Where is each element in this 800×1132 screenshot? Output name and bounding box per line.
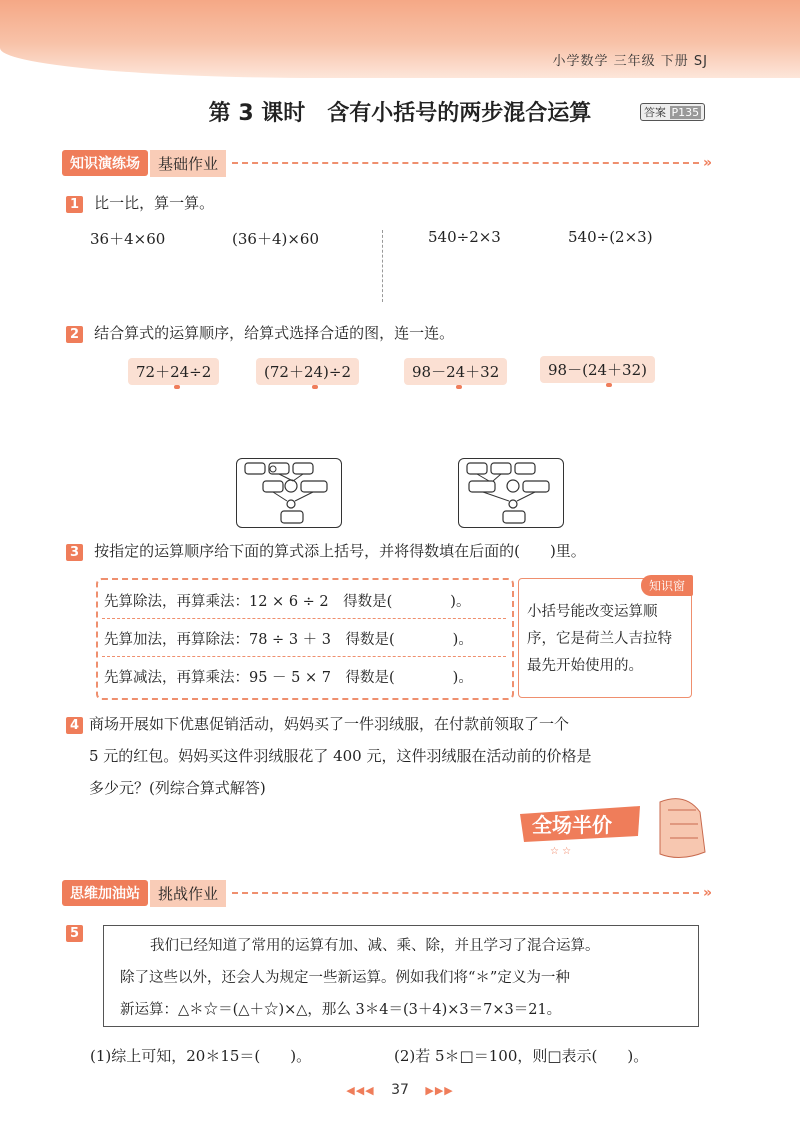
edition-label: SJ: [693, 54, 708, 69]
sale-banner: [510, 792, 710, 862]
result-blank[interactable]: 得数是( )。: [345, 670, 473, 686]
connect-dot[interactable]: [606, 383, 612, 387]
page-number: 37: [391, 1082, 409, 1098]
definition-line: 除了这些以外，还会人为规定一些新运算。例如我们将“＊”定义为一种: [120, 970, 570, 986]
question-line: 5 元的红包。妈妈买这件羽绒服花了 400 元，这件羽绒服在活动前的价格是: [89, 747, 592, 765]
question-number: 1: [66, 196, 83, 213]
subject-label: 小学数学: [552, 54, 609, 69]
connect-dot[interactable]: [312, 385, 318, 389]
rule-text: 先算加法，再算除法：: [104, 632, 249, 648]
question-line: 多少元？(列综合算式解答): [89, 779, 266, 797]
double-arrow-icon: »: [702, 155, 712, 171]
rule-expr[interactable]: 78 ÷ 3 ＋ 3: [249, 632, 331, 648]
left-arrows-icon: ◀◀◀: [346, 1084, 375, 1097]
q5-definition-box: [103, 925, 699, 1027]
rule-text: 先算除法，再算乘法：: [104, 594, 249, 610]
question-text: 结合算式的运算顺序，给算式选择合适的图，连一连。: [94, 324, 455, 342]
section-sub: 挑战作业: [150, 880, 226, 907]
definition-line: 新运算：△＊☆＝(△＋☆)×△，那么 3＊4＝(3＋4)×3＝7×3＝21。: [120, 1002, 562, 1018]
svg-text:☆ ☆: ☆ ☆: [550, 846, 572, 857]
divider: [232, 892, 699, 894]
question-number: 3: [66, 544, 83, 561]
question-line: 商场开展如下优惠促销活动，妈妈买了一件羽绒服，在付款前领取了一个: [89, 715, 570, 733]
order-diagram-1[interactable]: [236, 458, 342, 528]
question-number: 4: [66, 717, 83, 734]
question-text: 比一比，算一算。: [94, 194, 215, 212]
row-divider: [102, 656, 506, 657]
rules-box: [96, 578, 514, 700]
result-blank[interactable]: 得数是( )。: [343, 594, 471, 610]
section-tag: 思维加油站: [62, 880, 148, 906]
q2-expr-1: 72＋24÷2: [128, 358, 219, 385]
knowledge-line: 小括号能改变运算顺: [527, 604, 658, 620]
question-2: [66, 322, 454, 343]
question-4: [66, 708, 706, 804]
knowledge-line: 序，它是荷兰人吉拉特: [527, 631, 672, 647]
q1-expr-4: 540÷(2×3): [568, 228, 653, 246]
book-info: [552, 50, 708, 69]
answer-page: P135: [671, 106, 700, 119]
question-number: 5: [66, 925, 83, 942]
answer-tag: [640, 103, 705, 121]
volume-label: 下册: [660, 54, 689, 69]
q1-expr-2: (36＋4)×60: [232, 230, 319, 248]
grade-label: 三年级: [613, 54, 656, 69]
rule-row: [104, 590, 470, 611]
connect-dot[interactable]: [174, 385, 180, 389]
q1-expr-1: 36＋4×60: [90, 230, 166, 248]
page-title: 第 3 课时 含有小括号的两步混合运算: [208, 101, 592, 126]
knowledge-text: [527, 599, 687, 680]
q2-expr-4: 98－(24＋32): [540, 356, 655, 383]
rule-expr[interactable]: 95 － 5 × 7: [249, 670, 331, 686]
page-footer: [0, 1082, 800, 1098]
question-number: 2: [66, 326, 83, 343]
rule-row: [104, 666, 473, 687]
knowledge-window: [518, 578, 692, 698]
knowledge-tag: 知识窗: [641, 575, 693, 596]
definition-line: 我们已经知道了常用的运算有加、减、乘、除，并且学习了混合运算。: [150, 938, 600, 954]
question-3: [66, 540, 586, 561]
question-text: 按指定的运算顺序给下面的算式添上括号，并将得数填在后面的( )里。: [94, 542, 586, 560]
rule-row: [104, 628, 473, 649]
double-arrow-icon: »: [702, 885, 712, 901]
row-divider: [102, 618, 506, 619]
order-diagram-2[interactable]: [458, 458, 564, 528]
rule-text: 先算减法，再算乘法：: [104, 670, 249, 686]
question-5-number: [66, 922, 89, 942]
divider: [232, 162, 699, 164]
answer-label: 答案: [644, 106, 666, 119]
section-tag: 知识演练场: [62, 150, 148, 176]
q2-expr-2: (72＋24)÷2: [256, 358, 359, 385]
q2-expr-3: 98－24＋32: [404, 358, 507, 385]
question-1: [66, 192, 214, 213]
right-arrows-icon: ▶▶▶: [425, 1084, 454, 1097]
sale-text: 全场半价: [532, 813, 612, 837]
result-blank[interactable]: 得数是( )。: [345, 632, 473, 648]
connect-dot[interactable]: [456, 385, 462, 389]
rule-expr[interactable]: 12 × 6 ÷ 2: [249, 594, 329, 610]
q5-answer-1[interactable]: (1)综上可知，20＊15＝( )。: [90, 1047, 312, 1065]
section-challenge: [62, 880, 712, 906]
q5-answer-2[interactable]: (2)若 5＊□＝100，则□表示( )。: [394, 1047, 649, 1065]
q1-expr-3: 540÷2×3: [428, 228, 501, 246]
divider-line: [382, 230, 383, 302]
knowledge-line: 最先开始使用的。: [527, 658, 643, 674]
section-basic: [62, 150, 712, 176]
section-sub: 基础作业: [150, 150, 226, 177]
